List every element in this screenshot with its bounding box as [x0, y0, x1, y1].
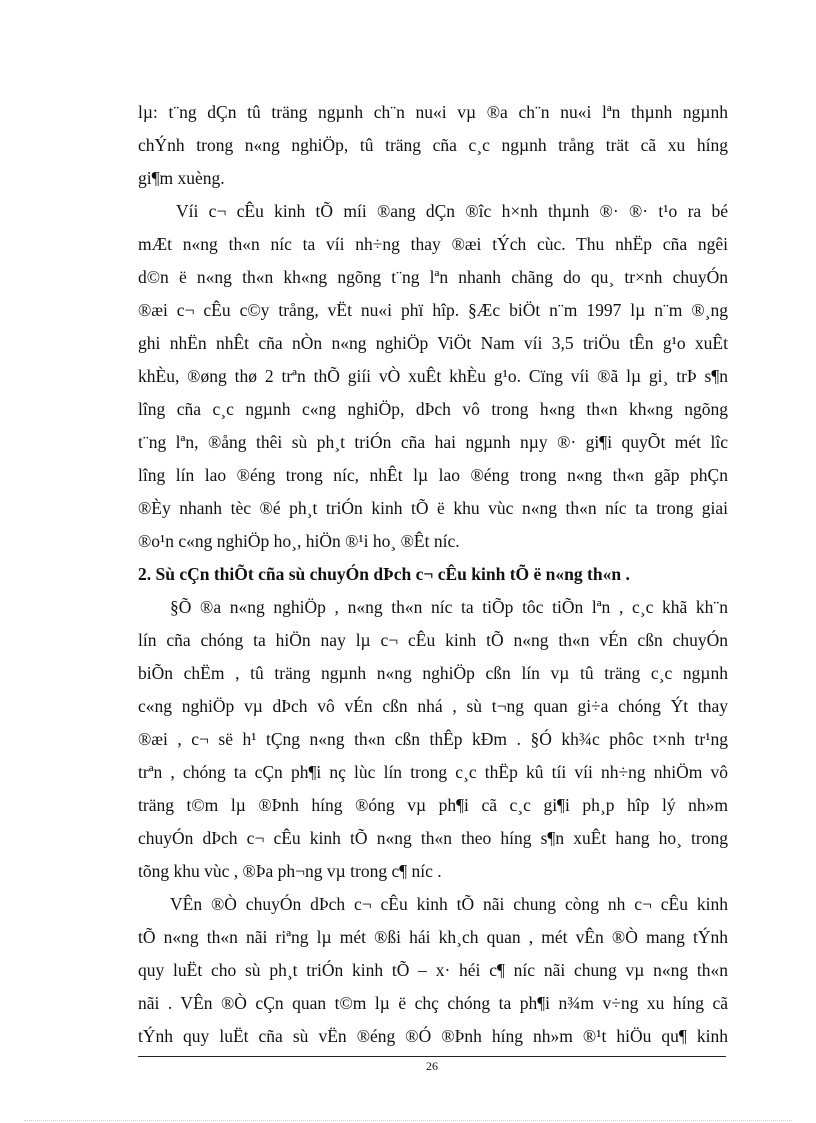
text-line: gi¶m xuèng.	[138, 168, 225, 188]
text-line: chÝnh trong n«ng nghiÖp, tû träng cña c¸c ngµnh trång trät cã xu híng	[138, 135, 728, 155]
text-line: trªn , chóng ta cÇn ph¶i nç lùc lín trong c¸c thËp kû tíi víi nh÷ng nhiÖm vô	[138, 762, 728, 782]
text-line: d©n ë n«ng th«n kh«ng ngõng t¨ng lªn nhanh chãng do qu¸ tr×nh chuyÓn	[138, 267, 728, 287]
text-line: quy luËt cho sù ph¸t triÓn kinh tÕ – x· héi c¶ níc nãi chung vµ n«ng th«n	[138, 960, 728, 980]
text-line: khÈu, ®øng thø 2 trªn thÕ giíi vÒ xuÊt khÈu g¹o. Cïng víi ®ã lµ gi¸ trÞ s¶n	[138, 366, 728, 386]
text-line: chuyÓn dÞch c¬ cÊu kinh tÕ n«ng th«n theo híng s¶n xuÊt hang ho¸ trong	[138, 828, 728, 848]
text-line: lín cña chóng ta hiÖn nay lµ c¬ cÊu kinh tÕ n«ng th«n vÉn cßn chuyÓn	[138, 630, 728, 650]
text-line: biÕn chËm , tû träng ngµnh n«ng nghiÖp cßn lín vµ tû träng c¸c ngµnh	[138, 663, 728, 683]
text-line: tÝnh quy luËt cña sù vËn ®éng ®Ó ®Þnh híng nh»m ®¹t hiÖu qu¶ kinh	[138, 1026, 728, 1046]
section-heading: 2. Sù cÇn thiÕt cña sù chuyÓn dÞch c¬ cÊu kinh tÕ ë n«ng th«n .	[138, 564, 630, 584]
page-edge-divider	[24, 1120, 792, 1121]
text-line: lîng cña c¸c ngµnh c«ng nghiÖp, dÞch vô trong h«ng th«n kh«ng ngõng	[138, 399, 728, 419]
text-line: ®æi c¬ cÊu c©y trång, vËt nu«i phï hîp. §Æc biÖt n¨m 1997 lµ n¨m ®¸ng	[138, 300, 728, 320]
body-text	[138, 96, 728, 1053]
text-line: ®æi , c¬ së h¹ tÇng n«ng th«n cßn thÊp kÐm . §Ó kh¾c phôc t×nh tr¹ng	[138, 729, 728, 749]
text-line: VÊn ®Ò chuyÓn dÞch c¬ cÊu kinh tÕ nãi chung còng nh c¬ cÊu kinh	[170, 894, 728, 914]
text-line: ghi nhËn nhÊt cña nÒn n«ng nghiÖp ViÖt Nam víi 3,5 triÖu tÊn g¹o xuÊt	[138, 333, 728, 353]
text-line: §Õ ®a n«ng nghiÖp , n«ng th«n níc ta tiÕp tôc tiÕn lªn , c¸c khã kh¨n	[170, 597, 728, 617]
text-line: ®o¹n c«ng nghiÖp ho¸, hiÖn ®¹i ho¸ ®Êt níc.	[138, 531, 460, 551]
text-line: Víi c¬ cÊu kinh tÕ míi ®ang dÇn ®îc h×nh thµnh ®· ®· t¹o ra bé	[176, 201, 728, 221]
text-line: ®Èy nhanh tèc ®é ph¸t triÓn kinh tÕ ë khu vùc n«ng th«n níc ta trong giai	[138, 498, 728, 518]
text-line: lîng lín lao ®éng trong níc, nhÊt lµ lao ®éng trong n«ng th«n gãp phÇn	[138, 465, 728, 485]
text-line: träng t©m lµ ®Þnh híng ®óng vµ ph¶i cã c¸c gi¶i ph¸p hîp lý nh»m	[138, 795, 728, 815]
page-number: 26	[426, 1059, 438, 1073]
footer-divider	[138, 1056, 726, 1057]
text-line: mÆt n«ng th«n níc ta víi nh÷ng thay ®æi tÝch cùc. Thu nhËp cña ngêi	[138, 234, 728, 254]
text-line: lµ: t¨ng dÇn tû träng ngµnh ch¨n nu«i vµ ®a ch¨n nu«i lªn thµnh ngµnh	[138, 102, 728, 122]
text-line: nãi . VÊn ®Ò cÇn quan t©m lµ ë chç chóng ta ph¶i n¾m v÷ng xu híng cã	[138, 993, 728, 1013]
text-line: c«ng nghiÖp vµ dÞch vô vÉn cßn nhá , sù t¬ng quan gi÷a chóng Ýt thay	[138, 696, 728, 716]
text-line: tõng khu vùc , ®Þa ph¬ng vµ trong c¶ níc .	[138, 861, 442, 881]
text-line: t¨ng lªn, ®ång thêi sù ph¸t triÓn cña hai ngµnh nµy ®· gi¶i quyÕt mét lîc	[138, 432, 728, 452]
text-line: tÕ n«ng th«n nãi riªng lµ mét ®ßi hái kh¸ch quan , mét vÊn ®Ò mang tÝnh	[138, 927, 728, 947]
